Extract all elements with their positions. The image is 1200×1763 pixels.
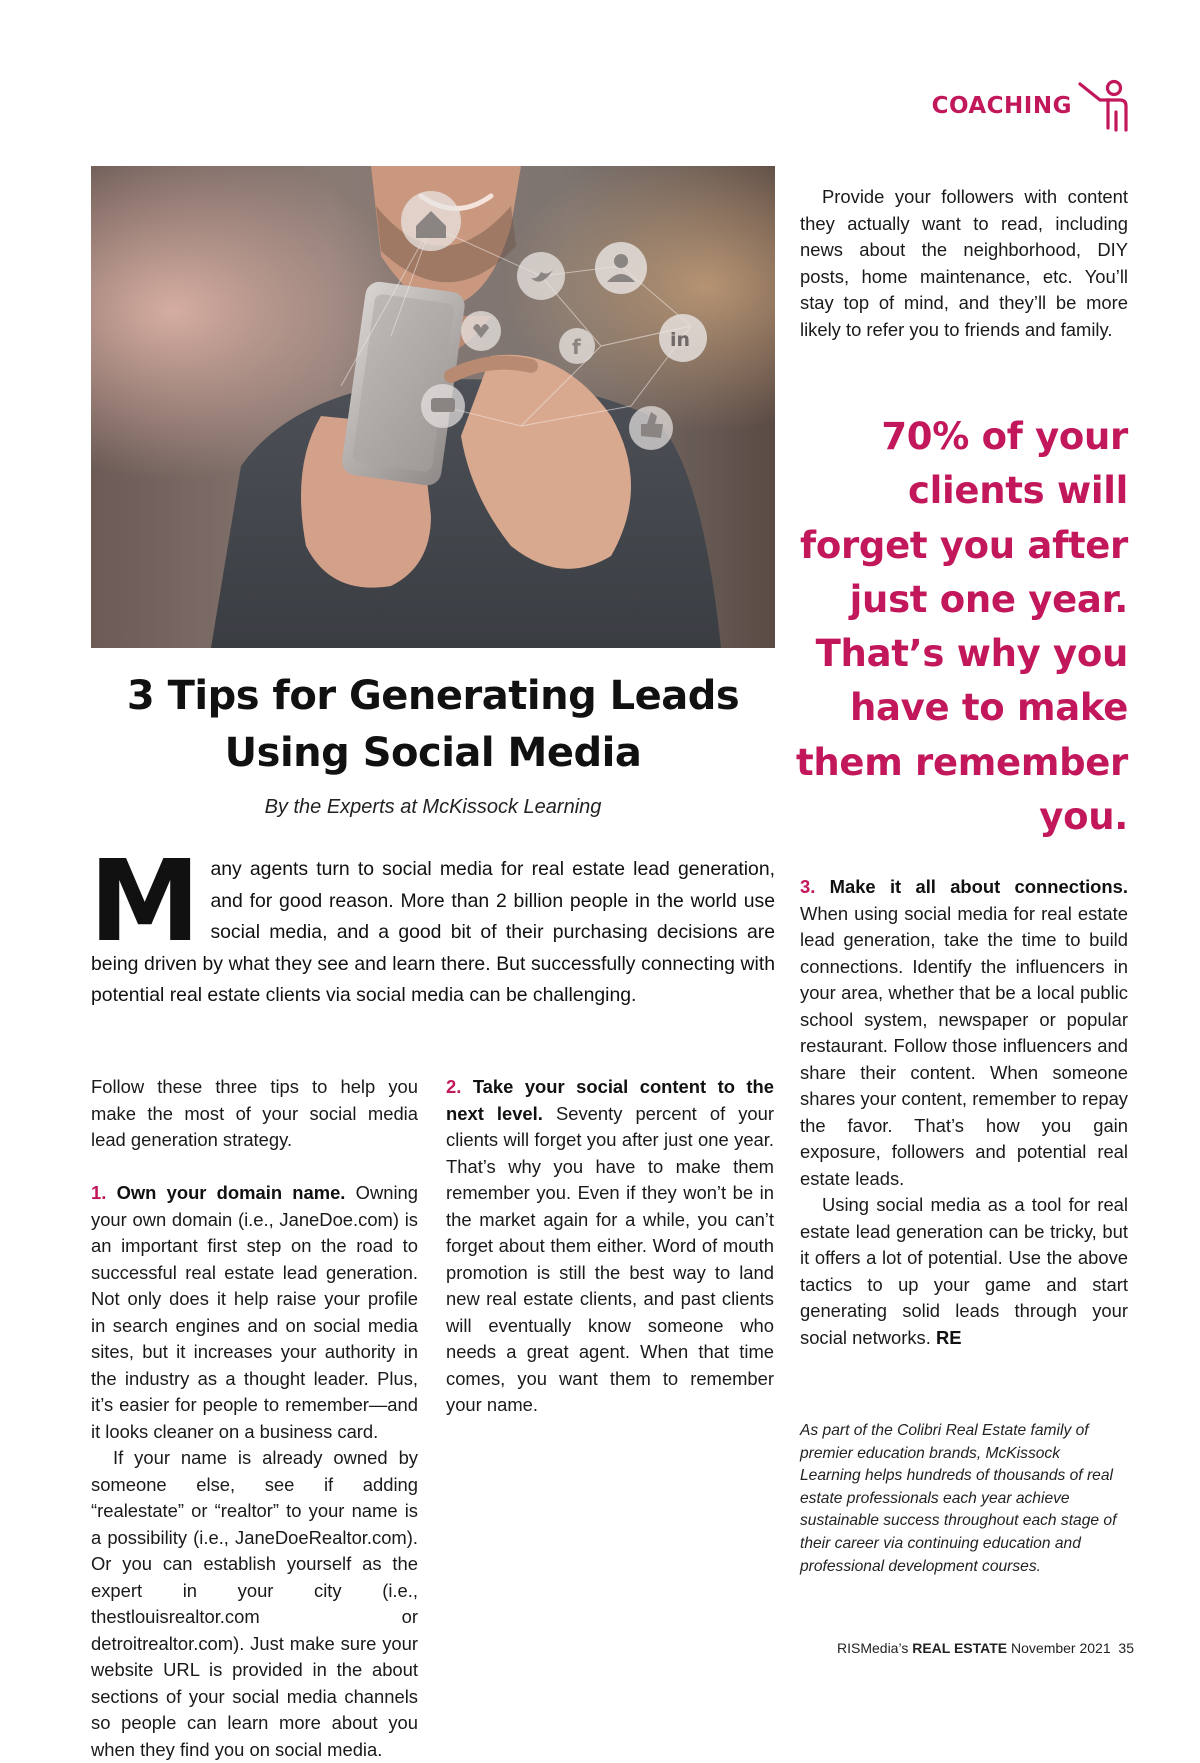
tip-2-body: Seventy percent of your clients will forget you after just one year. That’s why you have to make them remember you. Even if they won’t be in the market again for a while, you can’t forget about them either. Word of mouth promotion is still the best way to land new real estate clients, and past clients will eventually know someone who needs a great agent. When that time comes, you want them to remember your name. <box>446 1102 775 1415</box>
tip-3-body: When using social media for real estate lead generation, take the time to build connections. Identify the influencers in your area, whether that be a local public school system, newspaper or popular restaurant. Follow those influencers and share their content. When someone shares your content, remember to repay the favor. That’s how you gain exposure, followers and potential real estate leads. <box>800 902 1128 1189</box>
lead-paragraph <box>89 837 775 1012</box>
pull-quote: 70% of your clients will forget you after just one year. That’s why you have to make them remember you. <box>795 415 1128 839</box>
tip-2-paragraph <box>446 1074 774 1419</box>
tip-1-continued: If your name is already owned by someone else, see if adding “realestate” or “realtor” to your name is a possibility (i.e., JaneDoeRealtor.com). Or you can establish yourself as the expert in your city (i.e., thestlouisrealtor.com or detroitrealtor.com). Just make sure your website URL is provided in the about sections of your social media channels so people can learn more about you when they find you on social media. <box>91 1447 418 1760</box>
coach-pointing-icon <box>1076 78 1134 134</box>
footer-magazine: REAL ESTATE <box>912 1640 1008 1656</box>
footer-publisher: RISMedia’s <box>837 1640 909 1656</box>
lead-text: any agents turn to social media for real estate lead generation, and for good reason. More than 2 billion people in the world use social media, and a good bit of their purchasing decisions are being driven by what they see and learn there. But successfully connecting with potential real estate clients via social media can be challenging. <box>91 858 775 1007</box>
svg-text:in: in <box>670 329 691 351</box>
page-footer <box>837 1640 1134 1656</box>
section-label: COACHING <box>931 93 1072 119</box>
tip-3-paragraph <box>800 874 1128 1192</box>
body-column-2 <box>446 1074 774 1419</box>
tip-1-paragraph <box>91 1180 418 1445</box>
article-title: 3 Tips for Generating Leads Using Social Media <box>126 673 740 776</box>
author-bio: As part of the Colibri Real Estate family of premier education brands, McKissock Learning helps hundreds of thousands of real estate professionals each year achieve sustainable success throughout each stage of their career via continuing education and professional development courses. <box>800 1422 1117 1575</box>
tip-2-heading: Take your social content to the next level. <box>446 1076 774 1124</box>
tip-3-number: 3. <box>800 876 816 897</box>
intro-paragraph: Follow these three tips to help you make the most of your social media lead generation strategy. <box>91 1076 418 1150</box>
drop-cap: M <box>89 837 201 967</box>
tip-2-continued: Provide your followers with content they actually want to read, including news about the neighborhood, DIY posts, home maintenance, etc. You’ll stay top of mind, and they’ll be more likely to refer you to friends and family. <box>800 186 1128 340</box>
section-tag <box>932 78 1134 134</box>
hero-photo <box>91 166 775 648</box>
tip-3-heading: Make it all about connections. <box>829 876 1128 897</box>
tip-2-number: 2. <box>446 1076 462 1097</box>
footer-issue: November 2021 <box>1011 1640 1111 1656</box>
tip-1-heading: Own your domain name. <box>116 1182 346 1203</box>
byline: By the Experts at McKissock Learning <box>264 796 602 818</box>
tip-1-number: 1. <box>91 1182 107 1203</box>
svg-text:f: f <box>572 335 581 359</box>
closing-paragraph <box>800 1192 1128 1351</box>
body-column-1 <box>91 1074 418 1763</box>
tip-1-body: Owning your own domain (i.e., JaneDoe.com) is an important first step on the road to successful real estate lead generation. Not only does it help raise your profile in search engines and on social media sites, but it increases your authority in the industry as a thought leader. Plus, it’s easier for people to remember—and it looks cleaner on a business card. <box>91 1182 418 1442</box>
end-mark: RE <box>935 1326 962 1348</box>
body-column-3-top <box>800 184 1128 343</box>
closing-text: Using social media as a tool for real estate lead generation can be tricky, but it offers a lot of potential. Use the above tactics to up your game and start generating solid leads through your social networks. <box>800 1194 1128 1348</box>
page-number: 35 <box>1118 1640 1134 1656</box>
body-column-3-bottom <box>800 874 1128 1351</box>
